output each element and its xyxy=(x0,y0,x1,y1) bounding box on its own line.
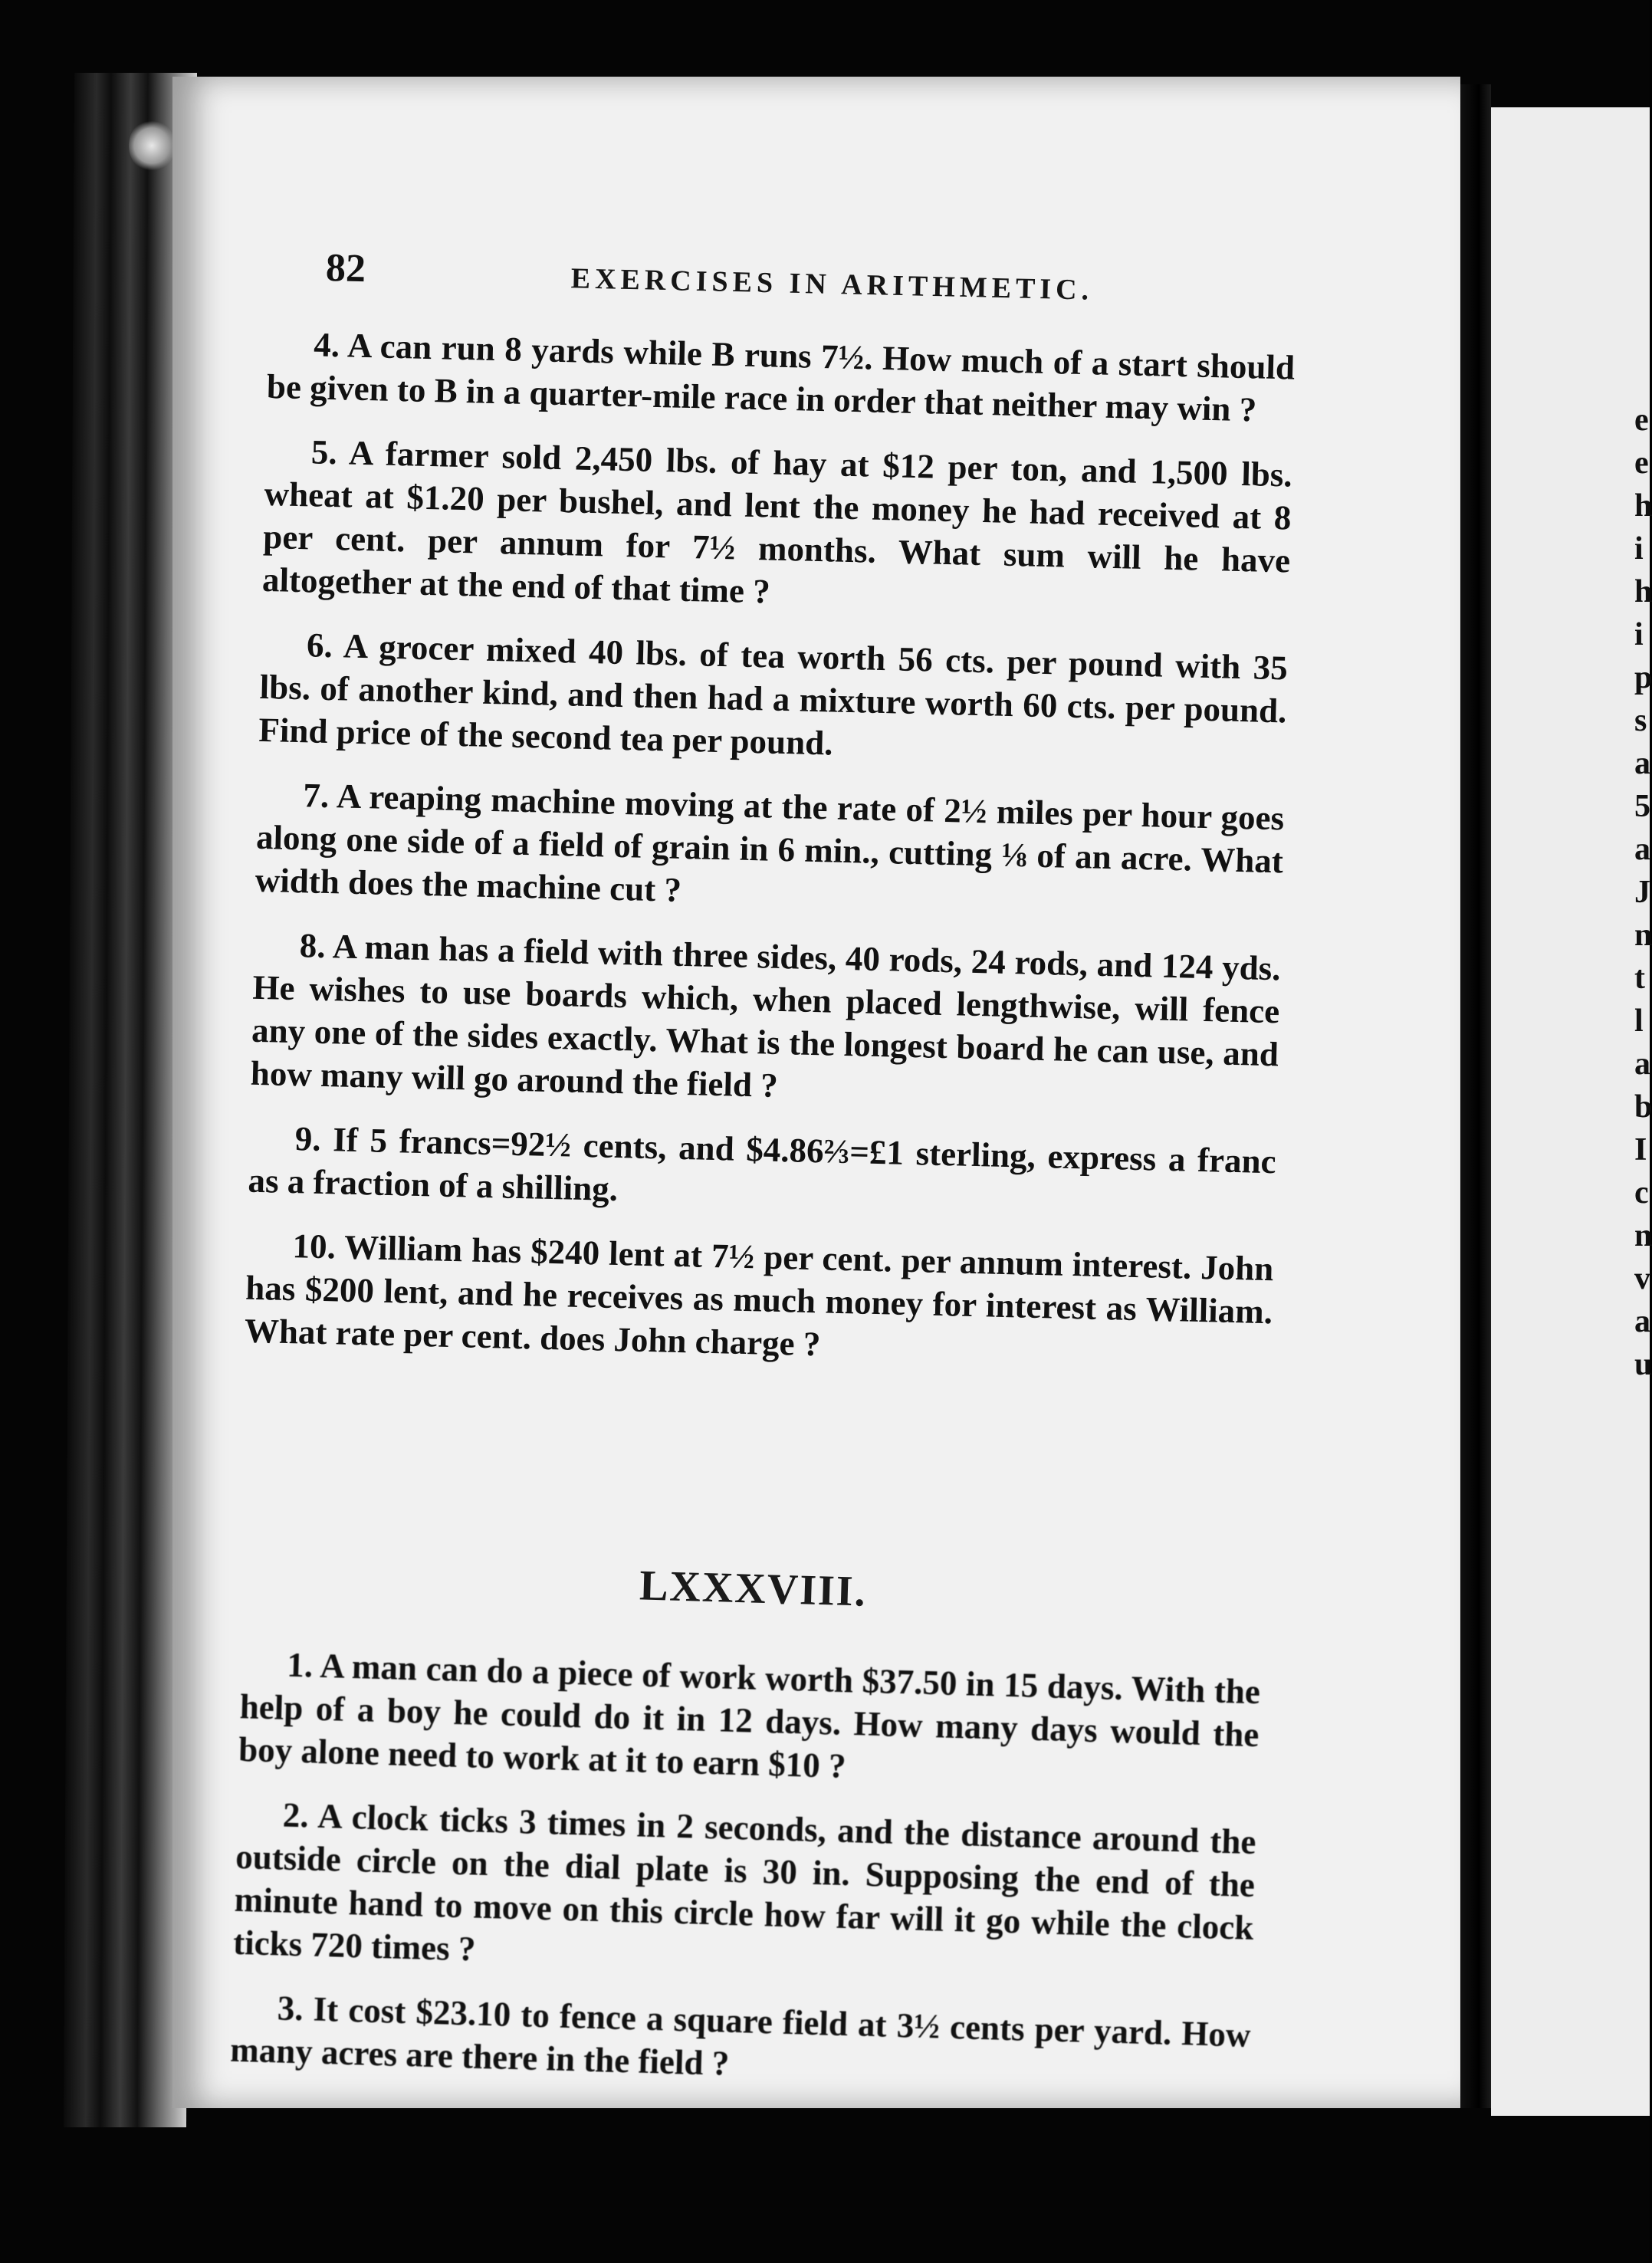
exercise-3: 3. It cost $23.10 to fence a square field at 3½ cents per yard. How many acres are there in the field ? xyxy=(229,1989,1252,2083)
facing-page-letter: a xyxy=(1634,1046,1650,1082)
facing-page-letter: c xyxy=(1634,1175,1649,1210)
exercise-8: 8. A man has a field with three sides, 40 rods, 24 rods, and 124 yds. He wishes to use boards which, when placed lengthwise, will fence any one of the sides exactly. What is the longest board he can use, and how many will go around the field ? xyxy=(250,926,1282,1105)
facing-page-letter: a xyxy=(1634,832,1650,867)
facing-page-letter: p xyxy=(1634,660,1652,695)
facing-page-letter: e xyxy=(1634,445,1649,481)
exercise-9: 9. If 5 francs=92½ cents, and $4.86⅔=£1 sterling, express a franc as a fraction of a shilling. xyxy=(248,1119,1277,1209)
facing-page-letter: a xyxy=(1634,746,1650,781)
facing-page xyxy=(1491,107,1650,2116)
page-gutter xyxy=(1460,84,1491,2108)
exercise-10: 10. William has $240 lent at 7½ per cent. per annum interest. John has $200 lent, and he receives as much money for interest as William. What rate per cent. does John charge ? xyxy=(244,1227,1274,1364)
facing-page-letter: J xyxy=(1634,875,1650,910)
facing-page-letter: s xyxy=(1634,703,1647,738)
facing-page-letter: I xyxy=(1634,1132,1647,1168)
facing-page-letter: t xyxy=(1634,961,1645,996)
exercise-list-lower xyxy=(229,1510,1265,2121)
facing-page-letter: a xyxy=(1634,1304,1650,1339)
facing-page-text-fragments xyxy=(1634,399,1652,1386)
facing-page-letter: i xyxy=(1634,617,1644,652)
exercise-6: 6. A grocer mixed 40 lbs. of tea worth 56 cts. per pound with 35 lbs. of another kind, and then had a mixture worth 60 cts. per pound. Find price of the second tea per pound. xyxy=(258,626,1289,763)
exercise-7: 7. A reaping machine moving at the rate of 2½ miles per hour goes along one side of a field of grain in 6 min., cutting ⅛ of an acre. What width does the machine cut ? xyxy=(255,776,1285,909)
facing-page-letter: 5 xyxy=(1634,789,1650,824)
facing-page-letter: l xyxy=(1634,1003,1644,1039)
facing-page-letter: h xyxy=(1634,574,1652,609)
facing-page-letter: i xyxy=(1634,531,1644,567)
facing-page-letter: v xyxy=(1634,1261,1650,1296)
running-title: EXERCISES IN ARITHMETIC. xyxy=(570,262,1094,307)
facing-page-letter: n xyxy=(1634,1218,1652,1253)
facing-page-letter: e xyxy=(1634,402,1649,438)
page-number: 82 xyxy=(325,246,366,291)
facing-page-letter: b xyxy=(1634,1089,1652,1125)
exercise-2: 2. A clock ticks 3 times in 2 seconds, and the distance around the outside circle on the dial plate is 30 in. Supposing the end of the minute hand to move on this circle how far will it go while the clock ticks 720 times ? xyxy=(232,1795,1257,1969)
facing-page-letter: u xyxy=(1634,1347,1652,1382)
page-smudge xyxy=(129,119,175,172)
facing-page-letter: h xyxy=(1634,488,1652,524)
exercise-list-upper xyxy=(244,322,1296,1398)
exercise-5: 5. A farmer sold 2,450 lbs. of hay at $12 per ton, and 1,500 lbs. wheat at $1.20 per bushel, and lent the money he had received at 8 per cent. per annum for 7½ months. What sum will he have altogether at the end of that time ? xyxy=(261,432,1293,611)
exercise-1: 1. A man can do a piece of work worth $37.50 in 15 days. With the help of a boy he could do it in 12 days. How many days would the boy alone need to work at it to earn $10 ? xyxy=(238,1645,1261,1785)
facing-page-letter: n xyxy=(1634,918,1652,953)
exercise-4: 4. A can run 8 yards while B runs 7½. How much of a start should be given to B in a quarter-mile race in order that neither may win ? xyxy=(266,325,1296,429)
section-heading: LXXXVIII. xyxy=(639,1562,868,1616)
